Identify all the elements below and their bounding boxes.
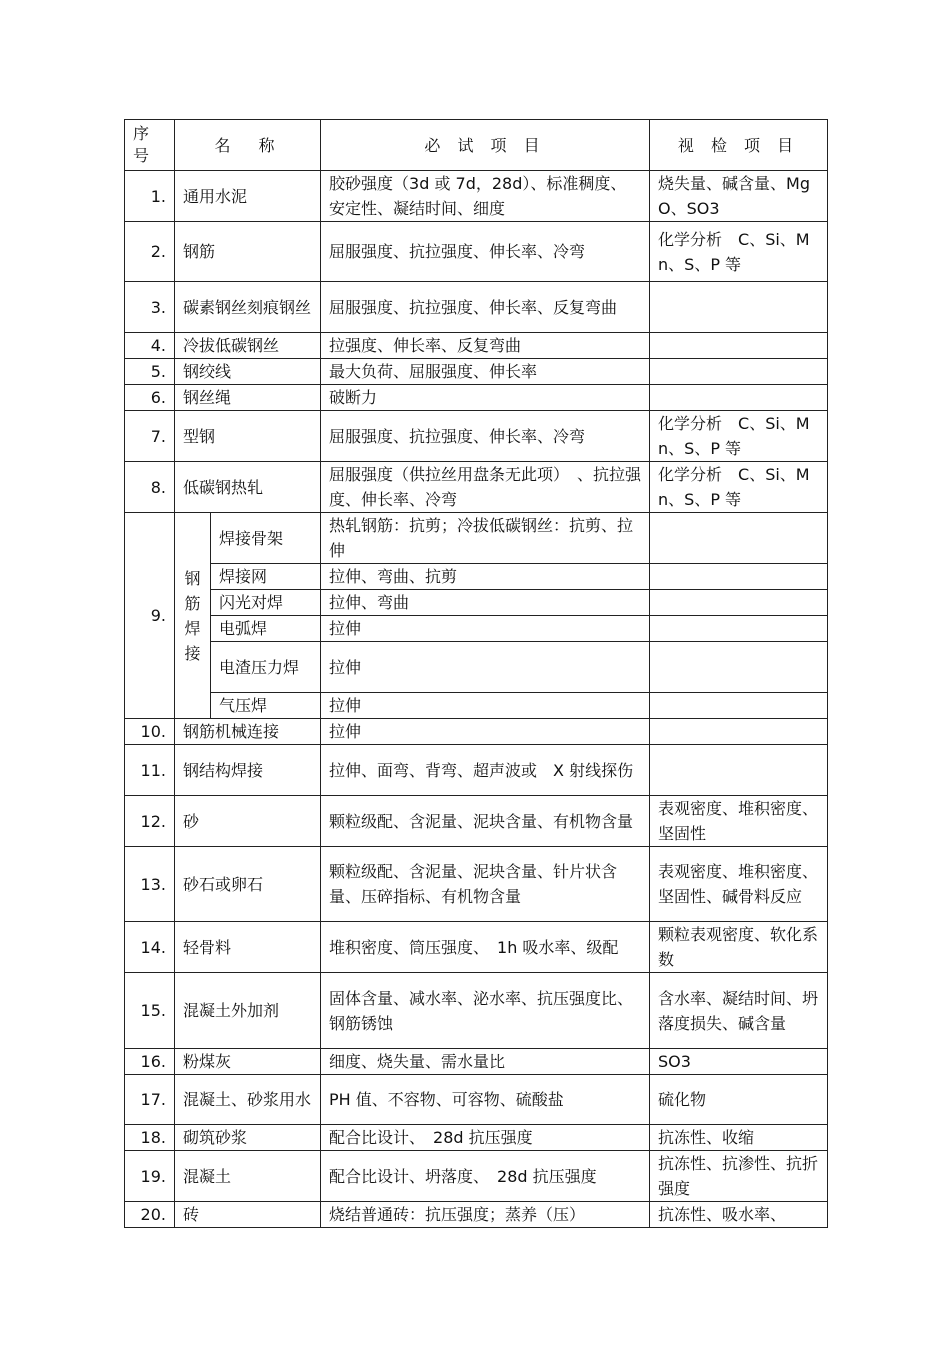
table-row [125,333,828,359]
row-required: 最大负荷、屈服强度、伸长率 [321,359,650,385]
row-name: 砖 [175,1202,321,1228]
row-number: 7. [125,411,175,462]
row-required: 配合比设计、坍落度、 28d 抗压强度 [321,1151,650,1202]
row-name: 碳素钢丝刻痕钢丝 [175,282,321,333]
row-name: 钢筋机械连接 [175,719,321,745]
row-visual: 硫化物 [650,1075,828,1125]
table-row [125,719,828,745]
weld-item-name: 气压焊 [211,693,321,719]
table-row [125,973,828,1049]
weld-item-required: 拉伸 [321,693,650,719]
weld-row [125,590,828,616]
row-number: 15. [125,973,175,1049]
table-row [125,796,828,847]
row-name: 钢结构焊接 [175,745,321,796]
weld-item-name: 焊接骨架 [211,513,321,564]
row-required: 配合比设计、 28d 抗压强度 [321,1125,650,1151]
row-visual: 颗粒表观密度、软化系数 [650,922,828,973]
row-name: 钢筋 [175,222,321,282]
row-required: 破断力 [321,385,650,411]
row-required: 固体含量、减水率、泌水率、抗压强度比、钢筋锈蚀 [321,973,650,1049]
row-number: 9. [125,513,175,719]
row-visual: SO3 [650,1049,828,1075]
weld-item-visual [650,590,828,616]
weld-item-required: 拉伸 [321,616,650,642]
table-row [125,359,828,385]
row-required: 拉伸 [321,719,650,745]
row-required: 胶砂强度（3d 或 7d，28d）、标准稠度、安定性、凝结时间、细度 [321,171,650,222]
row-required: 拉强度、伸长率、反复弯曲 [321,333,650,359]
row-number: 6. [125,385,175,411]
row-number: 8. [125,462,175,513]
table-row [125,745,828,796]
weld-item-required: 拉伸 [321,642,650,693]
weld-item-required: 拉伸、弯曲 [321,590,650,616]
weld-item-name: 电弧焊 [211,616,321,642]
row-name: 粉煤灰 [175,1049,321,1075]
row-number: 4. [125,333,175,359]
row-visual [650,719,828,745]
weld-item-visual [650,642,828,693]
table-row [125,222,828,282]
row-required: PH 值、不容物、可容物、硫酸盐 [321,1075,650,1125]
row-number: 1. [125,171,175,222]
row-visual: 表观密度、堆积密度、坚固性 [650,796,828,847]
row-visual: 化学分析 C、Si、Mn、S、P 等 [650,222,828,282]
weld-item-name: 闪光对焊 [211,590,321,616]
inspection-table [124,119,828,1228]
table-row [125,847,828,922]
table-row [125,1125,828,1151]
weld-row [125,616,828,642]
row-number: 18. [125,1125,175,1151]
row-required: 屈服强度、抗拉强度、伸长率、冷弯 [321,411,650,462]
row-number: 20. [125,1202,175,1228]
row-visual: 化学分析 C、Si、Mn、S、P 等 [650,411,828,462]
row-required: 屈服强度（供拉丝用盘条无此项） 、抗拉强度、伸长率、冷弯 [321,462,650,513]
row-number: 3. [125,282,175,333]
row-visual: 化学分析 C、Si、Mn、S、P 等 [650,462,828,513]
row-visual: 表观密度、堆积密度、坚固性、碱骨料反应 [650,847,828,922]
row-name: 混凝土外加剂 [175,973,321,1049]
row-required: 颗粒级配、含泥量、泥块含量、有机物含量 [321,796,650,847]
row-name: 混凝土、砂浆用水 [175,1075,321,1125]
row-name: 冷拔低碳钢丝 [175,333,321,359]
row-required: 屈服强度、抗拉强度、伸长率、反复弯曲 [321,282,650,333]
row-name: 砌筑砂浆 [175,1125,321,1151]
row-required: 堆积密度、筒压强度、 1h 吸水率、级配 [321,922,650,973]
row-number: 19. [125,1151,175,1202]
row-name: 通用水泥 [175,171,321,222]
row-required: 拉伸、面弯、背弯、超声波或 X 射线探伤 [321,745,650,796]
weld-item-name: 电渣压力焊 [211,642,321,693]
row-number: 12. [125,796,175,847]
weld-row [125,513,828,564]
row-number: 16. [125,1049,175,1075]
weld-row [125,693,828,719]
row-visual: 含水率、凝结时间、坍落度损失、碱含量 [650,973,828,1049]
row-visual [650,333,828,359]
row-name: 低碳钢热轧 [175,462,321,513]
row-name: 钢丝绳 [175,385,321,411]
row-visual: 抗冻性、抗渗性、抗折强度 [650,1151,828,1202]
row-name: 混凝土 [175,1151,321,1202]
row-visual [650,359,828,385]
weld-group-label: 钢 筋 焊 接 [175,513,211,719]
row-number: 11. [125,745,175,796]
table-row [125,171,828,222]
weld-item-name: 焊接网 [211,564,321,590]
weld-row [125,642,828,693]
table-row [125,1075,828,1125]
header-required: 必 试 项 目 [321,120,650,171]
row-number: 13. [125,847,175,922]
row-number: 10. [125,719,175,745]
row-number: 14. [125,922,175,973]
table-row [125,462,828,513]
row-visual [650,745,828,796]
table-row [125,385,828,411]
row-visual [650,385,828,411]
row-name: 型钢 [175,411,321,462]
row-required: 屈服强度、抗拉强度、伸长率、冷弯 [321,222,650,282]
table-row [125,1151,828,1202]
weld-row [125,564,828,590]
table-row [125,1049,828,1075]
row-required: 细度、烧失量、需水量比 [321,1049,650,1075]
row-name: 轻骨料 [175,922,321,973]
header-row [125,120,828,171]
row-required: 颗粒级配、含泥量、泥块含量、针片状含量、压碎指标、有机物含量 [321,847,650,922]
table-row [125,1202,828,1228]
row-visual: 抗冻性、吸水率、 [650,1202,828,1228]
row-name: 砂 [175,796,321,847]
weld-item-visual [650,513,828,564]
weld-item-required: 拉伸、弯曲、抗剪 [321,564,650,590]
row-number: 17. [125,1075,175,1125]
row-name: 砂石或卵石 [175,847,321,922]
weld-item-visual [650,564,828,590]
weld-item-visual [650,616,828,642]
row-name: 钢绞线 [175,359,321,385]
row-required: 烧结普通砖：抗压强度；蒸养（压） [321,1202,650,1228]
weld-item-required: 热轧钢筋：抗剪；冷拔低碳钢丝：抗剪、拉伸 [321,513,650,564]
row-visual [650,282,828,333]
header-name: 名 称 [175,120,321,171]
table-row [125,282,828,333]
header-visual: 视 检 项 目 [650,120,828,171]
row-visual: 烧失量、碱含量、MgO、SO3 [650,171,828,222]
row-visual: 抗冻性、收缩 [650,1125,828,1151]
row-number: 2. [125,222,175,282]
row-number: 5. [125,359,175,385]
table-row [125,411,828,462]
table-row [125,922,828,973]
weld-item-visual [650,693,828,719]
header-seq: 序 号 [125,120,175,171]
